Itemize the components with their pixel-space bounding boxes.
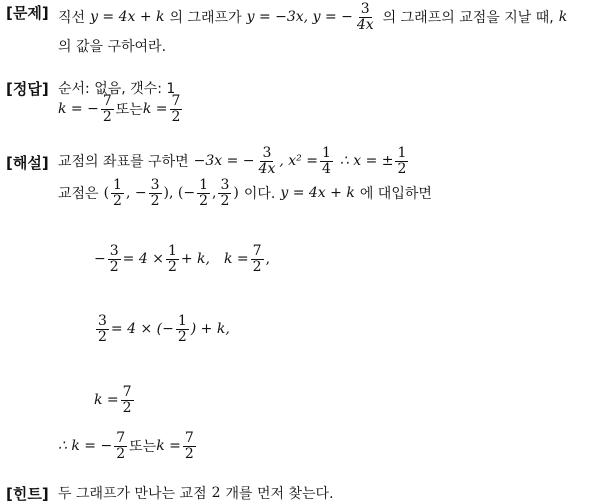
math-expression: , <box>212 185 217 202</box>
math-expression: ) <box>233 185 239 202</box>
fraction: $\frac{1}{2}$ <box>167 243 177 275</box>
math-expression: k = <box>142 101 168 118</box>
fraction: $\frac{1}{2}$ <box>177 313 187 345</box>
math-expression: ) + k, <box>190 321 230 338</box>
math-expression: k = <box>223 251 249 268</box>
fraction: $\frac{1}{2}$ <box>113 177 122 209</box>
solution-text: 교점의 좌표를 구하면 <box>58 154 189 171</box>
problem-line-2: 의 값을 구하여라. <box>58 39 167 55</box>
fraction: $\frac{3}{2}$ <box>220 177 230 209</box>
equation-3 <box>94 385 136 415</box>
fraction: $\frac{3}{2}$ <box>109 243 119 275</box>
math-expression: y = 4x + k <box>280 185 355 202</box>
math-expression: y = 4x + k <box>90 9 165 26</box>
hint-label: [힌트] <box>6 485 49 503</box>
fraction: $\frac{7}{2}$ <box>252 243 262 275</box>
fraction: $\frac{3}{4x}$ <box>356 1 374 33</box>
problem-text: 직선 <box>58 10 86 27</box>
hint-text: 개를 먼저 찾는다. <box>225 486 334 502</box>
math-expression: −3x = − <box>193 153 255 170</box>
fraction: $\frac{1}{2}$ <box>199 177 209 209</box>
math-expression: , − <box>125 185 147 202</box>
math-expression: k <box>558 9 568 26</box>
problem-text: 의 그래프의 교점을 지날 때, <box>382 10 554 27</box>
fraction: $\frac{7}{2}$ <box>184 430 194 462</box>
math-expression: ∴ x = ± <box>339 153 394 170</box>
answer-line-2 <box>58 94 184 124</box>
math-expression: k = − <box>58 101 99 118</box>
fraction: $\frac{7}{2}$ <box>116 430 126 462</box>
fraction: $\frac{1}{4}$ <box>321 145 331 177</box>
hint-text: 두 그래프가 만나는 교점 <box>58 486 207 502</box>
hint-number: 2 <box>211 485 221 501</box>
math-expression: + k, <box>180 251 210 268</box>
math-expression: y = −3x, y = − <box>246 9 353 26</box>
or-text: 또는 <box>129 439 157 456</box>
answer-line-1: 순서: 없음, 갯수: 1 <box>58 81 176 97</box>
solution-line-1 <box>58 146 410 176</box>
solution-final <box>58 431 198 461</box>
problem-text: 의 그래프가 <box>169 10 242 27</box>
fraction: $\frac{7}{2}$ <box>171 93 181 125</box>
math-expression: k = <box>94 392 119 409</box>
solution-line-2 <box>58 178 432 208</box>
equation-2 <box>94 314 230 344</box>
fraction: $\frac{1}{2}$ <box>397 145 407 177</box>
math-expression: , <box>265 251 271 268</box>
math-expression: ∴ k = − <box>58 438 113 455</box>
fraction: $\frac{3}{2}$ <box>98 313 107 345</box>
math-expression: = 4 × (− <box>110 321 174 338</box>
or-text: 또는 <box>115 102 143 119</box>
math-expression: = 4 × <box>122 251 164 268</box>
answer-label: [정답] <box>6 80 49 98</box>
hint-line <box>58 483 334 503</box>
solution-text: 에 대입하면 <box>359 186 432 203</box>
fraction: $\frac{7}{2}$ <box>122 384 132 416</box>
math-expression: k = <box>156 438 181 455</box>
math-expression: ( <box>103 185 110 202</box>
fraction: $\frac{3}{2}$ <box>150 177 160 209</box>
math-expression: − <box>94 251 106 268</box>
fraction: $\frac{7}{2}$ <box>102 93 112 125</box>
solution-text: 교점은 <box>58 186 99 203</box>
math-expression: ), (− <box>163 185 196 202</box>
problem-line-1 <box>58 2 567 32</box>
equation-1 <box>94 244 270 274</box>
solution-label: [해설] <box>6 154 49 172</box>
math-expression: , x² = <box>279 153 318 170</box>
solution-text: 이다. <box>243 186 276 203</box>
fraction: $\frac{3}{4x}$ <box>258 145 276 177</box>
problem-label: [문제] <box>6 4 49 22</box>
